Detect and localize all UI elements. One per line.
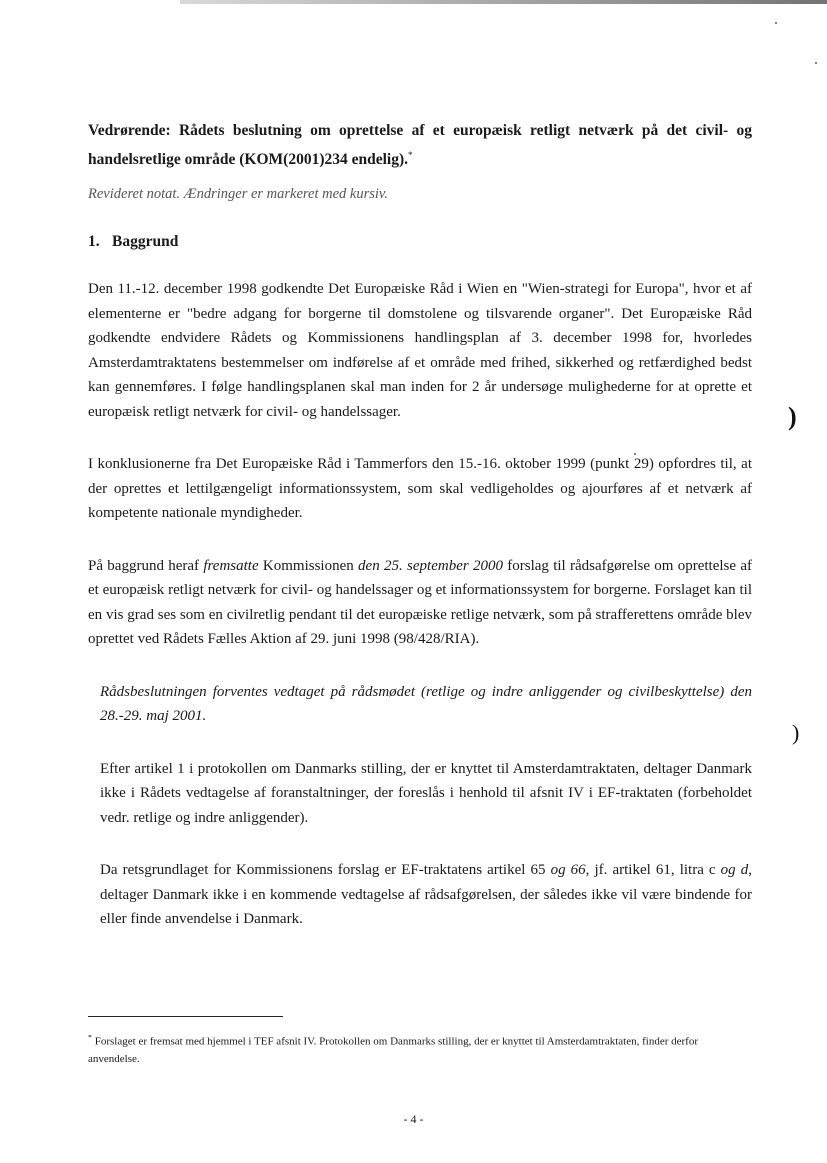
title-text: Vedrørende: Rådets beslutning om oprettelse af et europæisk retligt netværk på det civil- og handelsretlige område (KOM(2001)234 endelig).: [88, 122, 752, 169]
scan-edge-shadow: [180, 0, 827, 4]
paragraph-6: [100, 858, 752, 932]
margin-revision-mark: ): [792, 720, 800, 745]
footnote-text: Forslaget er fremsat med hjemmel i TEF afsnit IV. Protokollen om Danmarks stilling, der er knyttet til Amsterdamtraktaten, finder derfor anvendelse.: [88, 1035, 698, 1065]
paragraph-2: I konklusionerne fra Det Europæiske Råd i Tammerfors den 15.-16. oktober 1999 (punkt 29) opfordres til, at der oprettes et lettilgængeligt informationssystem, som skal vedligeholdes og ajourføres af et netværk af kompetente nationale myndigheder.: [88, 456, 752, 522]
paragraph-1: Den 11.-12. december 1998 godkendte Det Europæiske Råd i Wien en "Wien-strategi for Europa", hvor et af elementerne er "bedre adgang for borgerne til domstolene og tilsvarende organer". Det Europæiske Råd godkendte endvidere Rådets og Kommissionens handlingsplan af 3. december 1998 for, hvorledes Amsterdamtraktatens bestemmelser om indførelse af et område med frihed, sikkerhed og retfærdighed bedst kan gennemføres. I følge handlingsplanen skal man inden for 2 år undersøge mulighederne for at oprette et europæisk retligt netværk for civil- og handelssager.: [88, 281, 752, 420]
p3-italic-change: fremsatte: [203, 557, 259, 574]
p6-italic-change: og 66: [550, 862, 586, 879]
p3-text: forslag til rådsafgørelse om oprettelse af et europæisk retligt netværk for civil- og handelssager og et informationssystem for borgerne. Forslaget kan til en vis grad ses som en civilretlig pendant til det europæiske retlige netværk, som på strafferettens område blev oprettet ved Rådets Fælles Aktion af 29. juni 1998 (98/428/RIA).: [88, 557, 752, 648]
margin-revision-mark: ): [788, 402, 797, 431]
document-title: [88, 118, 752, 172]
p3-italic-change: den 25. september 2000: [358, 557, 503, 574]
section-title: Baggrund: [112, 233, 179, 251]
footnote-marker: *: [88, 1033, 92, 1042]
p6-text: , deltager Danmark ikke i en kommende vedtagelse af rådsafgørelsen, der således ikke vil være bindende for eller finde anvendelse i Danmark.: [100, 862, 752, 928]
paragraph-5: Efter artikel 1 i protokollen om Danmarks stilling, der er knyttet til Amsterdamtraktaten, deltager Danmark ikke i Rådets vedtagelse af foranstaltninger, der foreslås i henhold til afsnit IV i EF-traktaten (forbeholdet vedr. retlige og indre anliggender).: [100, 760, 752, 826]
paragraph-3: [88, 554, 752, 652]
document-body: [88, 118, 752, 932]
p6-text: , jf. artikel 61, litra c: [585, 862, 721, 879]
scan-speck: [815, 62, 817, 64]
footnote: [88, 1029, 738, 1068]
section-number: 1.: [88, 233, 100, 251]
p6-italic-change: og d: [720, 862, 749, 879]
scan-speck: [775, 22, 777, 24]
page-number: - 4 -: [403, 1112, 424, 1126]
paragraph-4: Rådsbeslutningen forventes vedtaget på rådsmødet (retlige og indre anliggender og civilbeskyttelse) den 28.-29. maj 2001.: [100, 683, 752, 725]
footnote-divider: [88, 1016, 283, 1017]
p3-text: Kommissionen: [258, 557, 359, 574]
p6-text: Da retsgrundlaget for Kommissionens forslag er EF-traktatens artikel 65: [100, 862, 551, 879]
revised-note: Revideret notat. Ændringer er markeret med kursiv.: [88, 186, 388, 203]
p3-text: På baggrund heraf: [88, 557, 204, 574]
footnote-reference: *: [408, 150, 413, 160]
section-heading: [88, 233, 752, 251]
